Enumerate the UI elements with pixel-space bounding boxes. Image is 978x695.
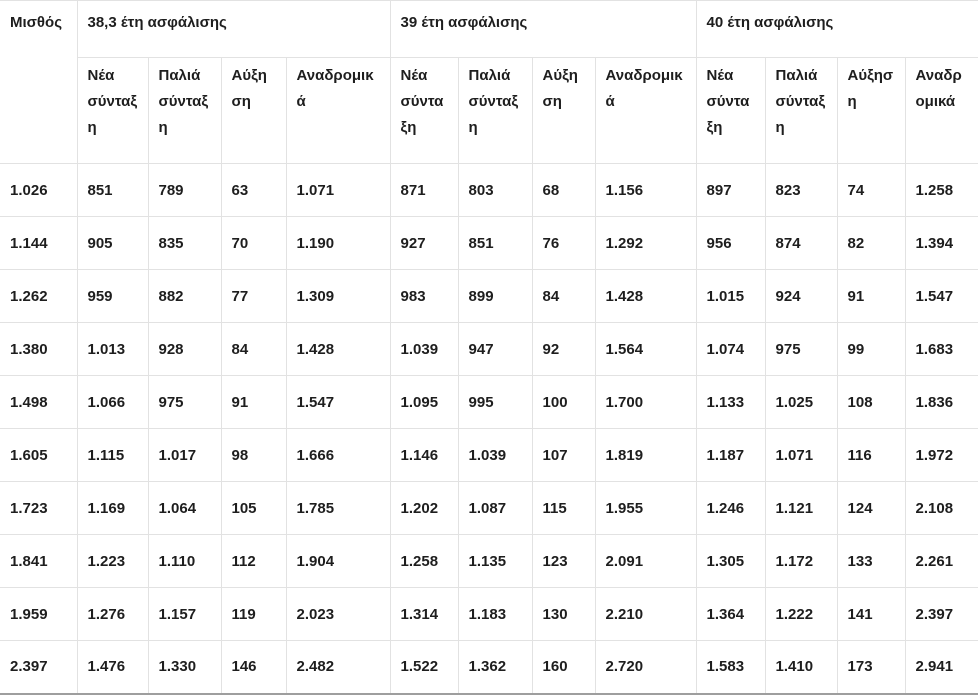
value-cell: 1.133 — [696, 376, 765, 429]
value-cell: 983 — [390, 270, 458, 323]
value-cell: 124 — [837, 482, 905, 535]
value-cell: 897 — [696, 164, 765, 217]
value-cell: 1.169 — [77, 482, 148, 535]
salary-cell: 1.026 — [0, 164, 77, 217]
value-cell: 1.110 — [148, 535, 221, 588]
value-cell: 789 — [148, 164, 221, 217]
value-cell: 92 — [532, 323, 595, 376]
value-cell: 1.223 — [77, 535, 148, 588]
salary-column-header: Μισθός — [0, 1, 77, 164]
value-cell: 1.087 — [458, 482, 532, 535]
value-cell: 1.015 — [696, 270, 765, 323]
salary-cell: 1.723 — [0, 482, 77, 535]
value-cell: 1.428 — [286, 323, 390, 376]
value-cell: 1.972 — [905, 429, 978, 482]
value-cell: 146 — [221, 641, 286, 694]
table-row — [0, 588, 978, 641]
value-cell: 1.121 — [765, 482, 837, 535]
value-cell: 995 — [458, 376, 532, 429]
value-cell: 1.955 — [595, 482, 696, 535]
salary-cell: 1.841 — [0, 535, 77, 588]
value-cell: 1.202 — [390, 482, 458, 535]
value-cell: 1.222 — [765, 588, 837, 641]
value-cell: 1.074 — [696, 323, 765, 376]
value-cell: 928 — [148, 323, 221, 376]
value-cell: 1.135 — [458, 535, 532, 588]
value-cell: 1.187 — [696, 429, 765, 482]
value-cell: 91 — [837, 270, 905, 323]
value-cell: 1.156 — [595, 164, 696, 217]
value-cell: 1.394 — [905, 217, 978, 270]
value-cell: 112 — [221, 535, 286, 588]
value-cell: 1.330 — [148, 641, 221, 694]
value-cell: 1.683 — [905, 323, 978, 376]
value-cell: 871 — [390, 164, 458, 217]
value-cell: 123 — [532, 535, 595, 588]
subheader-new-pension: Νέα σύνταξη — [696, 58, 765, 164]
value-cell: 1.039 — [458, 429, 532, 482]
value-cell: 803 — [458, 164, 532, 217]
value-cell: 105 — [221, 482, 286, 535]
value-cell: 63 — [221, 164, 286, 217]
value-cell: 874 — [765, 217, 837, 270]
value-cell: 1.666 — [286, 429, 390, 482]
value-cell: 2.261 — [905, 535, 978, 588]
value-cell: 835 — [148, 217, 221, 270]
salary-cell: 1.605 — [0, 429, 77, 482]
value-cell: 1.095 — [390, 376, 458, 429]
value-cell: 141 — [837, 588, 905, 641]
value-cell: 1.183 — [458, 588, 532, 641]
value-cell: 82 — [837, 217, 905, 270]
value-cell: 1.039 — [390, 323, 458, 376]
value-cell: 1.305 — [696, 535, 765, 588]
value-cell: 1.013 — [77, 323, 148, 376]
value-cell: 1.362 — [458, 641, 532, 694]
value-cell: 2.397 — [905, 588, 978, 641]
subheader-increase: Αύξηση — [221, 58, 286, 164]
value-cell: 899 — [458, 270, 532, 323]
value-cell: 1.258 — [390, 535, 458, 588]
value-cell: 2.482 — [286, 641, 390, 694]
value-cell: 1.190 — [286, 217, 390, 270]
value-cell: 1.246 — [696, 482, 765, 535]
table-row — [0, 376, 978, 429]
value-cell: 927 — [390, 217, 458, 270]
value-cell: 84 — [532, 270, 595, 323]
value-cell: 99 — [837, 323, 905, 376]
value-cell: 1.071 — [286, 164, 390, 217]
salary-cell: 1.959 — [0, 588, 77, 641]
value-cell: 975 — [148, 376, 221, 429]
table-row — [0, 164, 978, 217]
value-cell: 851 — [458, 217, 532, 270]
value-cell: 1.564 — [595, 323, 696, 376]
table-body — [0, 164, 978, 694]
subheader-increase: Αύξηση — [837, 58, 905, 164]
value-cell: 119 — [221, 588, 286, 641]
subheader-old-pension: Παλιά σύνταξη — [148, 58, 221, 164]
value-cell: 100 — [532, 376, 595, 429]
value-cell: 1.785 — [286, 482, 390, 535]
value-cell: 2.023 — [286, 588, 390, 641]
value-cell: 1.025 — [765, 376, 837, 429]
salary-cell: 2.397 — [0, 641, 77, 694]
value-cell: 956 — [696, 217, 765, 270]
value-cell: 1.836 — [905, 376, 978, 429]
table-row — [0, 217, 978, 270]
salary-cell: 1.380 — [0, 323, 77, 376]
subheader-old-pension: Παλιά σύνταξη — [765, 58, 837, 164]
value-cell: 2.720 — [595, 641, 696, 694]
subheader-retroactive: Αναδρομικά — [595, 58, 696, 164]
value-cell: 851 — [77, 164, 148, 217]
value-cell: 74 — [837, 164, 905, 217]
subheader-new-pension: Νέα σύνταξη — [390, 58, 458, 164]
value-cell: 1.547 — [286, 376, 390, 429]
value-cell: 76 — [532, 217, 595, 270]
value-cell: 70 — [221, 217, 286, 270]
value-cell: 1.292 — [595, 217, 696, 270]
value-cell: 924 — [765, 270, 837, 323]
value-cell: 84 — [221, 323, 286, 376]
value-cell: 2.941 — [905, 641, 978, 694]
value-cell: 1.428 — [595, 270, 696, 323]
value-cell: 98 — [221, 429, 286, 482]
value-cell: 77 — [221, 270, 286, 323]
value-cell: 823 — [765, 164, 837, 217]
group-header-40-years: 40 έτη ασφάλισης — [696, 1, 978, 58]
value-cell: 1.314 — [390, 588, 458, 641]
salary-cell: 1.498 — [0, 376, 77, 429]
value-cell: 115 — [532, 482, 595, 535]
value-cell: 1.583 — [696, 641, 765, 694]
value-cell: 1.157 — [148, 588, 221, 641]
value-cell: 1.904 — [286, 535, 390, 588]
value-cell: 130 — [532, 588, 595, 641]
subheader-increase: Αύξηση — [532, 58, 595, 164]
sub-header-row — [0, 58, 978, 164]
table-row — [0, 429, 978, 482]
value-cell: 1.522 — [390, 641, 458, 694]
value-cell: 1.017 — [148, 429, 221, 482]
value-cell: 108 — [837, 376, 905, 429]
group-header-39-years: 39 έτη ασφάλισης — [390, 1, 696, 58]
value-cell: 1.476 — [77, 641, 148, 694]
value-cell: 1.172 — [765, 535, 837, 588]
value-cell: 1.071 — [765, 429, 837, 482]
subheader-old-pension: Παλιά σύνταξη — [458, 58, 532, 164]
value-cell: 1.547 — [905, 270, 978, 323]
value-cell: 1.700 — [595, 376, 696, 429]
value-cell: 905 — [77, 217, 148, 270]
subheader-retroactive: Αναδρομικά — [905, 58, 978, 164]
value-cell: 947 — [458, 323, 532, 376]
value-cell: 1.146 — [390, 429, 458, 482]
value-cell: 975 — [765, 323, 837, 376]
value-cell: 2.108 — [905, 482, 978, 535]
value-cell: 91 — [221, 376, 286, 429]
value-cell: 1.309 — [286, 270, 390, 323]
value-cell: 2.091 — [595, 535, 696, 588]
value-cell: 160 — [532, 641, 595, 694]
value-cell: 882 — [148, 270, 221, 323]
value-cell: 116 — [837, 429, 905, 482]
value-cell: 107 — [532, 429, 595, 482]
salary-cell: 1.262 — [0, 270, 77, 323]
salary-cell: 1.144 — [0, 217, 77, 270]
subheader-new-pension: Νέα σύνταξη — [77, 58, 148, 164]
value-cell: 1.258 — [905, 164, 978, 217]
value-cell: 1.064 — [148, 482, 221, 535]
table-row — [0, 323, 978, 376]
subheader-retroactive: Αναδρομικά — [286, 58, 390, 164]
value-cell: 1.410 — [765, 641, 837, 694]
table-row — [0, 482, 978, 535]
value-cell: 1.066 — [77, 376, 148, 429]
value-cell: 173 — [837, 641, 905, 694]
table-row — [0, 641, 978, 694]
value-cell: 1.819 — [595, 429, 696, 482]
value-cell: 1.276 — [77, 588, 148, 641]
table-row — [0, 270, 978, 323]
group-header-row — [0, 1, 978, 58]
group-header-38-3-years: 38,3 έτη ασφάλισης — [77, 1, 390, 58]
value-cell: 1.364 — [696, 588, 765, 641]
value-cell: 1.115 — [77, 429, 148, 482]
table-row — [0, 535, 978, 588]
value-cell: 959 — [77, 270, 148, 323]
value-cell: 2.210 — [595, 588, 696, 641]
value-cell: 68 — [532, 164, 595, 217]
value-cell: 133 — [837, 535, 905, 588]
